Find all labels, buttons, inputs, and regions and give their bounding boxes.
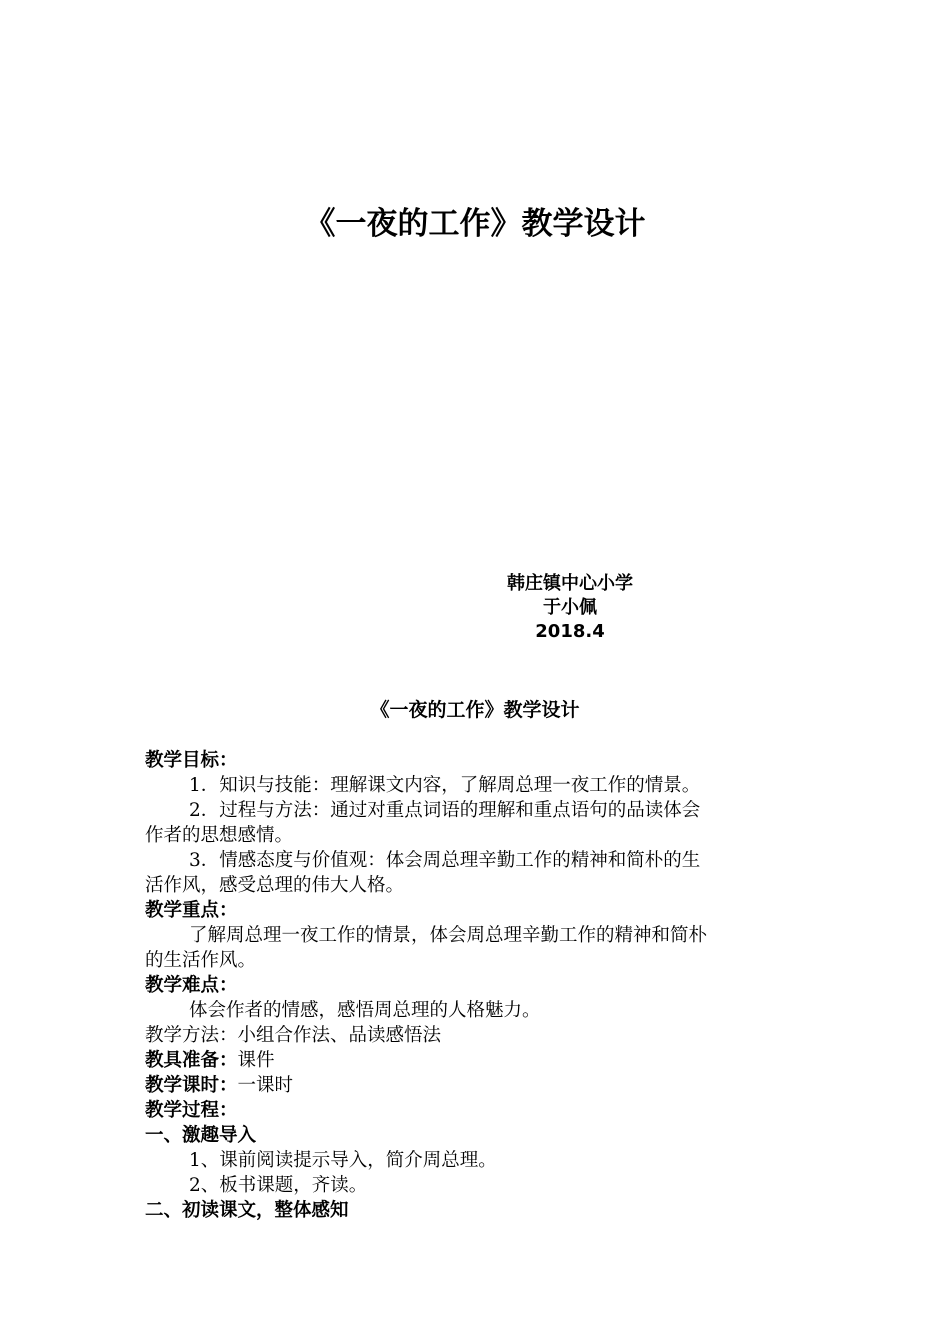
teaching-tools-value: 课件 bbox=[237, 1050, 275, 1071]
goal-1: 1．知识与技能：理解课文内容，了解周总理一夜工作的情景。 bbox=[189, 775, 701, 796]
step-2-heading: 二、初读课文，整体感知 bbox=[145, 1200, 349, 1221]
difficulty-text: 体会作者的情感，感悟周总理的人格魅力。 bbox=[189, 1000, 541, 1021]
goals-heading: 教学目标： bbox=[145, 750, 238, 771]
school-name: 韩庄镇中心小学 bbox=[507, 573, 633, 594]
document-body bbox=[145, 748, 810, 1223]
step-1-heading: 一、激趣导入 bbox=[145, 1125, 257, 1146]
goal-2-line-1: 2．过程与方法：通过对重点词语的理解和重点语句的品读体会 bbox=[189, 800, 701, 821]
teaching-tools bbox=[145, 1048, 810, 1073]
cover-info bbox=[470, 572, 670, 644]
goal-3-line-2: 活作风，感受总理的伟大人格。 bbox=[145, 875, 405, 896]
key-points-line-1: 了解周总理一夜工作的情景，体会周总理辛勤工作的精神和简朴 bbox=[189, 925, 708, 946]
key-points-heading: 教学重点： bbox=[145, 900, 238, 921]
step-1-item-1: 1、课前阅读提示导入，简介周总理。 bbox=[189, 1150, 497, 1171]
document-date: 2018.4 bbox=[535, 621, 605, 642]
section-title: 《一夜的工作》教学设计 bbox=[370, 699, 580, 721]
teaching-tools-label: 教具准备： bbox=[145, 1050, 238, 1071]
step-1-item-2: 2、板书课题，齐读。 bbox=[189, 1175, 368, 1196]
cover-title: 《一夜的工作》教学设计 bbox=[304, 206, 646, 242]
teaching-hours bbox=[145, 1073, 810, 1098]
teaching-hours-label: 教学课时： bbox=[145, 1075, 238, 1096]
goal-2-line-2: 作者的思想感情。 bbox=[145, 825, 294, 846]
difficulty-heading: 教学难点： bbox=[145, 975, 238, 996]
goal-3-line-1: 3．情感态度与价值观：体会周总理辛勤工作的精神和简朴的生 bbox=[189, 850, 701, 871]
teaching-method: 教学方法：小组合作法、品读感悟法 bbox=[145, 1025, 442, 1046]
author-name: 于小佩 bbox=[543, 597, 597, 618]
key-points-line-2: 的生活作风。 bbox=[145, 950, 257, 971]
teaching-hours-value: 一课时 bbox=[237, 1075, 294, 1096]
process-heading: 教学过程： bbox=[145, 1100, 238, 1121]
